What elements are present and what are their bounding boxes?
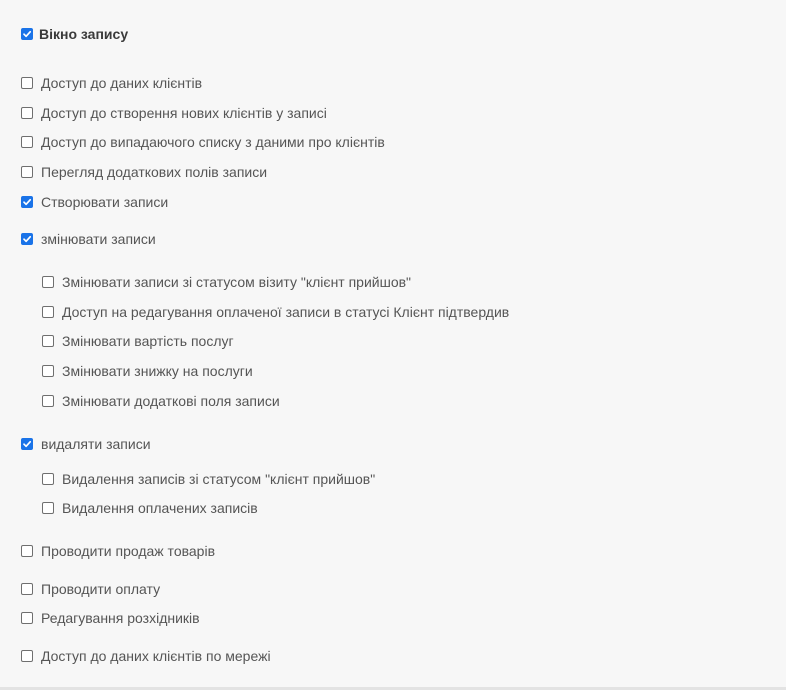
permission-label[interactable]: Перегляд додаткових полів записи: [41, 164, 268, 180]
permission-label[interactable]: Доступ до даних клієнтів по мережі: [41, 648, 271, 664]
checkbox[interactable]: [21, 612, 33, 624]
permission-label[interactable]: Змінювати знижку на послуги: [62, 363, 253, 379]
checkmark-icon: [22, 439, 32, 449]
checkmark-icon: [22, 197, 32, 207]
permission-label[interactable]: Доступ до випадаючого списку з даними про клієнтів: [41, 134, 385, 150]
permission-item-sell-goods[interactable]: [21, 541, 215, 561]
permission-item-client-data-access[interactable]: [21, 73, 202, 93]
permission-label[interactable]: Доступ на редагування оплаченої записи в статусі Клієнт підтвердив: [62, 304, 510, 320]
permission-item-network-client-data[interactable]: [21, 646, 271, 666]
permission-group-title[interactable]: Вікно запису: [39, 26, 129, 42]
checkbox[interactable]: [21, 650, 33, 662]
permission-label[interactable]: Проводити продаж товарів: [41, 543, 216, 559]
checkmark-icon: [22, 234, 32, 244]
checkbox[interactable]: [42, 395, 54, 407]
permission-group-header[interactable]: [21, 24, 128, 44]
checkbox[interactable]: [21, 583, 33, 595]
permission-label[interactable]: Змінювати додаткові поля записи: [62, 393, 280, 409]
permission-label[interactable]: змінювати записи: [41, 231, 156, 247]
permission-subitem-delete-arrived[interactable]: [42, 469, 375, 489]
permission-subitem-edit-paid-confirmed[interactable]: [42, 302, 509, 322]
permission-item-process-payment[interactable]: [21, 579, 160, 599]
permission-subitem-edit-arrived[interactable]: [42, 272, 411, 292]
checkbox[interactable]: [21, 166, 33, 178]
permission-label[interactable]: видаляти записи: [41, 436, 151, 452]
permission-label[interactable]: Видалення записів зі статусом "клієнт прийшов": [62, 471, 376, 487]
permission-label[interactable]: Доступ до даних клієнтів: [41, 75, 203, 91]
checkbox[interactable]: [21, 545, 33, 557]
permission-item-create-records[interactable]: [21, 192, 168, 212]
permission-subitem-edit-discount[interactable]: [42, 361, 253, 381]
checkbox[interactable]: [42, 276, 54, 288]
permission-label[interactable]: Доступ до створення нових клієнтів у записі: [41, 105, 327, 121]
permission-label[interactable]: Проводити оплату: [41, 581, 161, 597]
checkbox[interactable]: [21, 28, 33, 40]
checkbox[interactable]: [21, 438, 33, 450]
permission-subitem-delete-paid[interactable]: [42, 498, 258, 518]
permission-item-client-dropdown[interactable]: [21, 132, 385, 152]
permission-subitem-edit-extra-fields[interactable]: [42, 391, 280, 411]
checkbox[interactable]: [42, 306, 54, 318]
permission-label[interactable]: Редагування розхідників: [41, 610, 200, 626]
checkbox[interactable]: [42, 335, 54, 347]
checkbox[interactable]: [21, 136, 33, 148]
permission-item-view-extra-fields[interactable]: [21, 162, 267, 182]
checkbox[interactable]: [42, 502, 54, 514]
checkbox[interactable]: [42, 473, 54, 485]
permission-label[interactable]: Змінювати вартість послуг: [62, 333, 234, 349]
checkbox[interactable]: [21, 196, 33, 208]
permission-label[interactable]: Створювати записи: [41, 194, 169, 210]
permission-label[interactable]: Видалення оплачених записів: [62, 500, 258, 516]
checkbox[interactable]: [21, 77, 33, 89]
checkbox[interactable]: [21, 233, 33, 245]
permission-item-delete-records[interactable]: [21, 434, 151, 454]
checkmark-icon: [22, 29, 32, 39]
checkbox[interactable]: [42, 365, 54, 377]
permission-item-edit-records[interactable]: [21, 229, 156, 249]
permission-item-create-new-clients[interactable]: [21, 103, 327, 123]
permission-label[interactable]: Змінювати записи зі статусом візиту "клієнт прийшов": [62, 274, 412, 290]
permission-subitem-edit-service-price[interactable]: [42, 331, 234, 351]
permission-item-edit-consumables[interactable]: [21, 608, 200, 628]
checkbox[interactable]: [21, 107, 33, 119]
